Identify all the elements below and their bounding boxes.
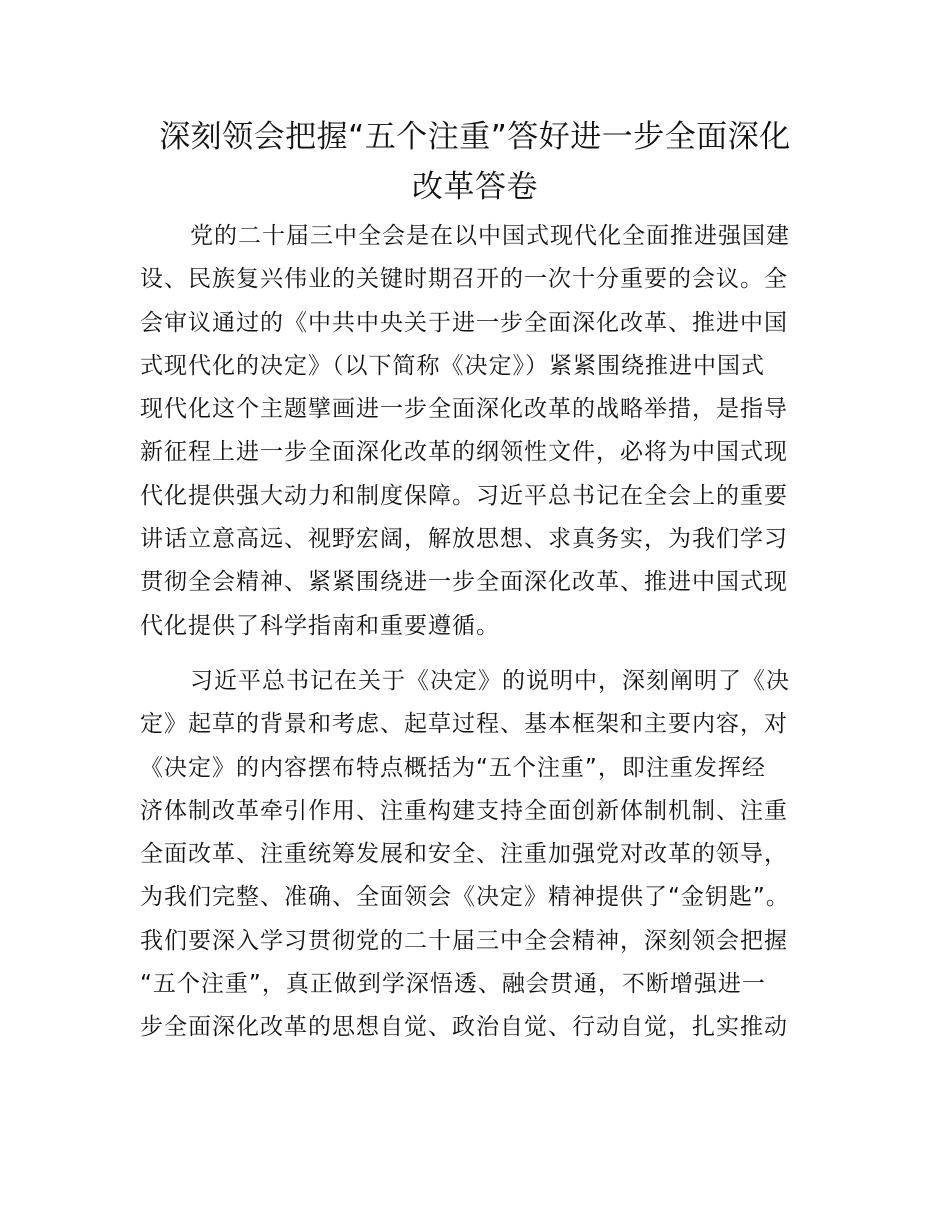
document-body — [140, 215, 820, 1062]
title-line-2: 改革答卷 — [412, 169, 538, 205]
paragraph-line: 会审议通过的《中共中央关于进一步全面深化改革、推进中国 — [140, 309, 788, 336]
paragraph-line: 习近平总书记在关于《决定》的说明中，深刻阐明了《决 — [190, 667, 790, 694]
document-title — [140, 112, 810, 212]
paragraph-line: 全面改革、注重统筹发展和安全、注重加强党对改革的领导， — [140, 841, 788, 868]
paragraph-line: 党的二十届三中全会是在以中国式现代化全面推进强国建 — [190, 223, 790, 249]
paragraph-line: 新征程上进一步全面深化改革的纲领性文件，必将为中国式现 — [140, 439, 788, 466]
paragraph-line: 式现代化的决定》（以下简称《决定》）紧紧围绕推进中国式 — [140, 352, 765, 379]
title-line-1: 深刻领会把握“五个注重”答好进一步全面深化 — [159, 119, 791, 155]
paragraph-line: 代化提供了科学指南和重要遵循。 — [140, 612, 500, 639]
paragraph-line: 现代化这个主题擘画进一步全面深化改革的战略举措，是指导 — [140, 396, 788, 423]
paragraph-2 — [140, 660, 820, 1050]
paragraph-line: 代化提供强大动力和制度保障。习近平总书记在全会上的重要 — [140, 482, 788, 509]
paragraph-line: 设、民族复兴伟业的关键时期召开的一次十分重要的会议。全 — [140, 266, 788, 293]
paragraph-line: 济体制改革牵引作用、注重构建支持全面创新体制机制、注重 — [140, 797, 788, 824]
paragraph-line: 定》起草的背景和考虑、起草过程、基本框架和主要内容，对 — [140, 711, 788, 738]
paragraph-line: “五个注重”，真正做到学深悟透、融会贯通，不断增强进一 — [140, 971, 766, 998]
paragraph-line: 《决定》的内容摆布特点概括为“五个注重”，即注重发挥经 — [140, 754, 766, 781]
paragraph-line: 步全面深化改革的思想自觉、政治自觉、行动自觉，扎实推动 — [140, 1014, 788, 1041]
paragraph-line: 贯彻全会精神、紧紧围绕进一步全面深化改革、推进中国式现 — [140, 569, 788, 596]
paragraph-1 — [140, 215, 820, 648]
paragraph-line: 我们要深入学习贯彻党的二十届三中全会精神，深刻领会把握 — [140, 927, 788, 954]
paragraph-line: 为我们完整、准确、全面领会《决定》精神提供了“金钥匙”。 — [140, 884, 790, 911]
paragraph-line: 讲话立意高远、视野宏阔，解放思想、求真务实，为我们学习 — [140, 526, 788, 553]
